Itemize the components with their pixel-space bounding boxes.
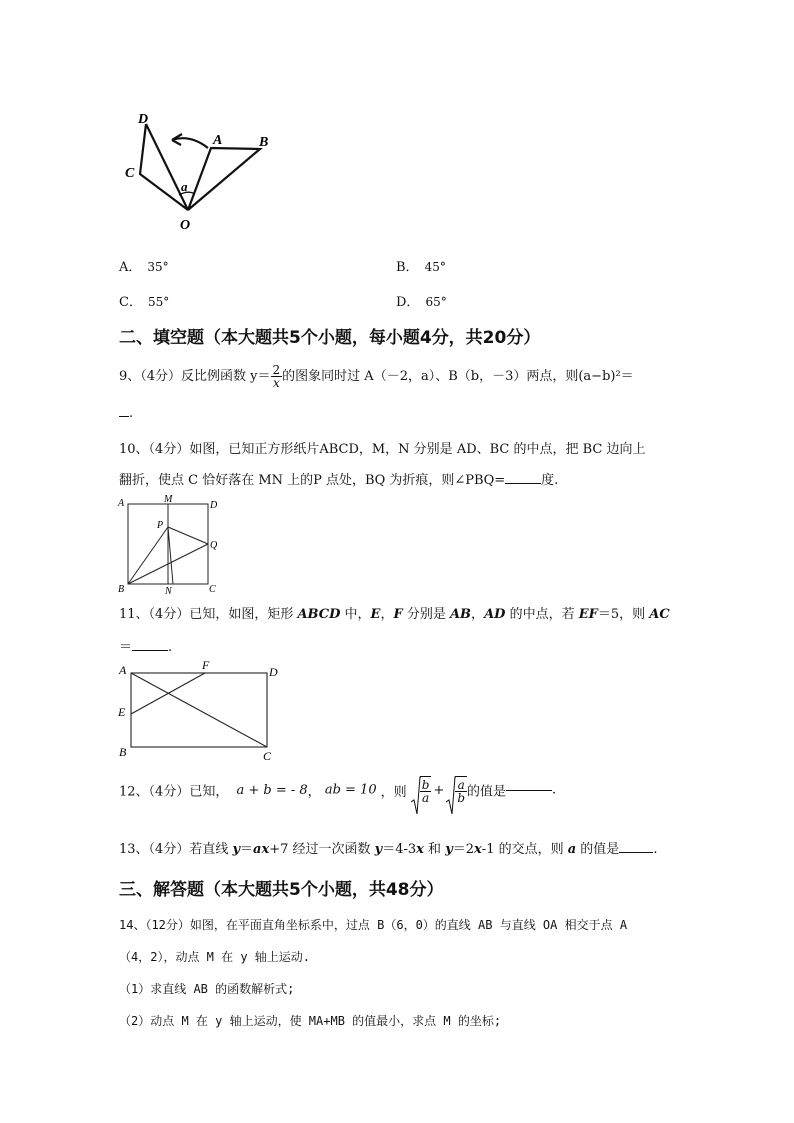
q10-label-m: M: [164, 494, 173, 505]
q11-figure: [115, 657, 285, 763]
q9-fraction: $\frac{2}{x}$: [272, 363, 281, 390]
q11-label-b: B: [119, 745, 127, 759]
q10-line-pn: [168, 527, 173, 584]
q9-line-2: .: [119, 406, 133, 421]
q10-answer-blank[interactable]: [505, 482, 541, 484]
q8-option-a: A． 35°: [119, 260, 169, 275]
q10-line-pq: [168, 527, 208, 544]
q8-option-c: C． 55°: [119, 295, 170, 310]
q8-triangle-oab: [188, 148, 260, 210]
q9-answer-blank[interactable]: [119, 415, 129, 417]
q8-option-b: B． 45°: [396, 260, 446, 275]
q11-label-c: C: [263, 749, 272, 763]
q10-figure: [115, 494, 225, 596]
q11-label-e: E: [118, 705, 126, 719]
q8-figure: [118, 104, 288, 234]
q10-label-p: P: [157, 520, 164, 531]
q10-line-2: 翻折，使点 C 恰好落在 MN 上的P 点处，BQ 为折痕，则∠PBQ= 度.: [119, 473, 559, 488]
q11-label-f: F: [202, 658, 210, 672]
q10-label-q: Q: [210, 540, 218, 551]
q12-radical-1: $\frac{b}{a}$: [411, 776, 432, 804]
section-2-title: 二、填空题（本大题共5个小题，每小题4分，共20分）: [119, 328, 541, 348]
q10-label-c: C: [209, 584, 216, 595]
q10-label-b: B: [118, 584, 125, 595]
q14-line-1: 14、（12分）如图，在平面直角坐标系中，过点 B（6，0）的直线 AB 与直线 OA 相交于点 A: [119, 918, 628, 932]
q10-line-bp: [128, 527, 168, 584]
q11-line-ac: [131, 673, 267, 747]
q11-label-a: A: [119, 663, 127, 677]
q11-label-d: D: [269, 665, 278, 679]
q8-label-a: A: [213, 133, 223, 148]
q8-option-d: D． 65°: [396, 295, 447, 310]
q13-line: 13、（4分）若直线 y＝ax+7 经过一次函数 y＝4-3x 和 y＝2x-1 的交点，则 a 的值是 .: [119, 842, 658, 857]
q12-answer-blank[interactable]: [506, 789, 552, 791]
section-3-title: 三、解答题（本大题共5个小题，共48分）: [119, 880, 444, 900]
q11-line-1: 11、（4分）已知，如图，矩形 ABCD 中，E，F 分别是 AB，AD 的中点，若 EF＝5，则 AC: [119, 607, 670, 622]
q12-radical-2: $\frac{a}{b}$: [446, 776, 467, 804]
q8-label-o: O: [180, 218, 191, 233]
q13-answer-blank[interactable]: [619, 851, 653, 853]
q14-subquestion-1: （1）求直线 AB 的函数解析式;: [119, 982, 295, 996]
q14-line-2: （4，2），动点 M 在 y 轴上运动.: [119, 950, 311, 964]
q8-label-d: D: [138, 112, 149, 127]
q10-label-a: A: [118, 498, 125, 509]
q11-line-2: ＝ .: [119, 640, 173, 655]
q10-line-1: 10、（4分）如图，已知正方形纸片ABCD，M，N 分别是 AD、BC 的中点，把 BC 边向上: [119, 442, 646, 457]
q12-line: 12、（4分）已知， a + b = - 8， ab = 10 ，则 $\frac{b}{a}$ + $\frac{a}{b}$ 的值是 .: [119, 776, 556, 804]
q9-line-1: 9、（4分）反比例函数 y＝ $\frac{2}{x}$ 的图象同时过 A（－2，a）、B（b，－3）两点，则(a−b)²＝: [119, 363, 634, 390]
q10-label-d: D: [210, 500, 218, 511]
q10-label-n: N: [165, 586, 172, 596]
q8-label-c: C: [125, 166, 135, 181]
q8-triangle-odc: [140, 124, 188, 210]
q8-label-b: B: [259, 135, 269, 150]
q11-answer-blank[interactable]: [132, 649, 168, 651]
q14-subquestion-2: （2）动点 M 在 y 轴上运动，使 MA+MB 的值最小，求点 M 的坐标;: [119, 1014, 502, 1028]
q8-label-alpha: a: [181, 179, 188, 194]
